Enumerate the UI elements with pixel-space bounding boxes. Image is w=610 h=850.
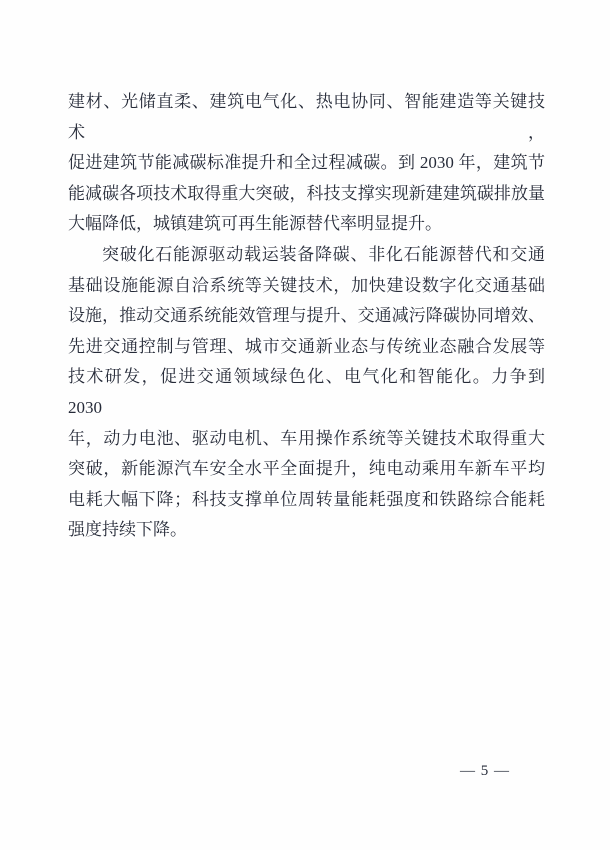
text-line: 强度持续下降。	[68, 520, 187, 540]
text-line: 突破化石能源驱动载运装备降碳、非化石能源替代和交通	[102, 244, 545, 264]
text-line: 大幅降低，城镇建筑可再生能源替代率明显提升。	[68, 214, 442, 234]
paragraph	[68, 240, 545, 546]
text-line: 电耗大幅下降；科技支撑单位周转量能耗强度和铁路综合能耗	[68, 489, 545, 509]
page-number: — 5 —	[460, 763, 510, 779]
text-line: 技术研发，促进交通领域绿色化、电气化和智能化。力争到 2030	[68, 367, 545, 417]
text-line: 突破，新能源汽车安全水平全面提升，纯电动乘用车新车平均	[68, 459, 545, 479]
text-line: 促进建筑节能减碳标准提升和全过程减碳。到 2030 年，建筑节	[68, 153, 545, 173]
text-line: 基础设施能源自洽系统等关键技术，加快建设数字化交通基础	[68, 275, 545, 295]
text-line: 能减碳各项技术取得重大突破，科技支撑实现新建建筑碳排放量	[68, 183, 545, 203]
text-line: 建材、光储直柔、建筑电气化、热电协同、智能建造等关键技术，	[68, 92, 545, 142]
text-line: 设施，推动交通系统能效管理与提升、交通减污降碳协同增效、	[68, 306, 545, 326]
paragraph	[68, 87, 545, 240]
document-body-text	[68, 87, 545, 546]
text-line: 年，动力电池、驱动电机、车用操作系统等关键技术取得重大	[68, 428, 545, 448]
text-line: 先进交通控制与管理、城市交通新业态与传统业态融合发展等	[68, 336, 545, 356]
